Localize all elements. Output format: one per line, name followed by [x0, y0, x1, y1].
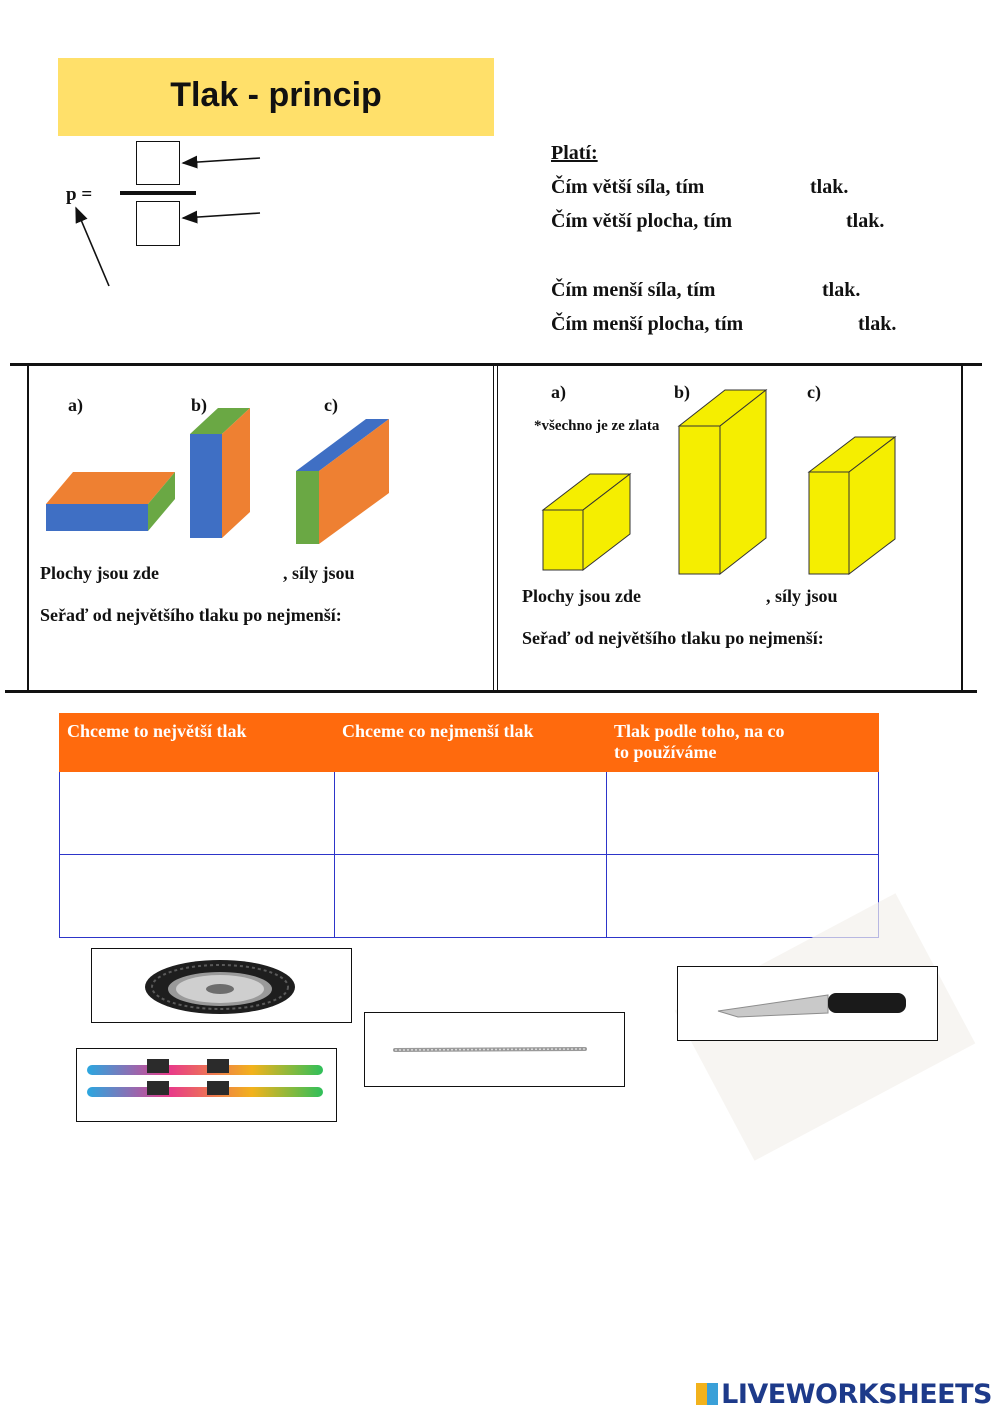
left-order-text: Seřaď od největšího tlaku po nejmenší:	[40, 605, 342, 625]
right-order-text: Seřaď od největšího tlaku po nejmenší:	[522, 628, 824, 648]
right-label-a: a)	[551, 382, 566, 402]
gold-block-a	[543, 474, 630, 570]
pressure-table	[59, 713, 879, 938]
table-row	[60, 772, 879, 855]
header-depends-use	[607, 714, 879, 772]
brand-icon	[696, 1383, 718, 1405]
rule-4-end: tlak.	[858, 313, 897, 335]
right-forces-text: , síly jsou	[766, 586, 838, 606]
arrow-to-p	[76, 208, 109, 286]
left-label-a: a)	[68, 395, 83, 415]
panel-bottom-rule	[5, 690, 977, 693]
drop-cell[interactable]	[60, 855, 335, 938]
panel-left-edge	[27, 366, 29, 690]
block-c	[296, 419, 389, 544]
left-label-c: c)	[324, 395, 338, 415]
tire-image	[92, 949, 350, 1021]
panel-right-edge	[961, 366, 963, 690]
header-min-pressure: Chceme co nejmenší tlak	[335, 714, 607, 772]
gold-note: *všechno je ze zlata	[534, 418, 660, 434]
left-areas-text: Plochy jsou zde	[40, 563, 159, 583]
right-areas-text: Plochy jsou zde	[522, 586, 641, 606]
arrow-to-denominator	[183, 213, 260, 218]
gold-block-c	[809, 437, 895, 574]
rule-2-text: Čím větší plocha, tím	[551, 210, 733, 232]
formula-arrows	[0, 0, 300, 300]
needle-image	[365, 1013, 623, 1085]
block-b	[190, 408, 250, 538]
drop-cell[interactable]	[335, 772, 607, 855]
rule-1-text: Čím větší síla, tím	[551, 176, 705, 198]
left-label-b: b)	[191, 395, 208, 415]
skis-card[interactable]	[76, 1048, 337, 1122]
gold-blocks	[540, 388, 900, 578]
colored-blocks	[40, 400, 400, 550]
page-title: Tlak - princip	[170, 76, 382, 114]
drop-cell[interactable]	[607, 772, 879, 855]
table-row	[60, 855, 879, 938]
rule-3-end: tlak.	[822, 279, 861, 301]
formula-lhs: p =	[66, 184, 93, 205]
right-label-b: b)	[674, 382, 691, 402]
tire-card[interactable]	[91, 948, 352, 1023]
panel-divider	[493, 366, 498, 690]
rule-4-text: Čím menší plocha, tím	[551, 313, 744, 335]
needle-card[interactable]	[364, 1012, 625, 1087]
rule-1-end: tlak.	[810, 176, 849, 198]
right-label-c: c)	[807, 382, 821, 402]
rules-heading: Platí:	[551, 142, 598, 164]
rule-2-end: tlak.	[846, 210, 885, 232]
left-forces-text: , síly jsou	[283, 563, 355, 583]
rule-3-text: Čím menší síla, tím	[551, 279, 716, 301]
arrow-to-numerator	[183, 158, 260, 163]
brand-text: LIVEWORKSHEETS	[721, 1379, 992, 1410]
brand-logo	[696, 1379, 992, 1410]
gold-block-b	[679, 390, 766, 574]
drop-cell[interactable]	[60, 772, 335, 855]
header-max-pressure: Chceme to největší tlak	[60, 714, 335, 772]
block-a	[46, 472, 175, 531]
header-depends-use-text: Tlak podle toho, na co to používáme	[614, 721, 785, 762]
skis-image	[77, 1049, 335, 1121]
drop-cell[interactable]	[335, 855, 607, 938]
knife-card[interactable]	[677, 966, 938, 1041]
knife-image	[678, 967, 936, 1039]
